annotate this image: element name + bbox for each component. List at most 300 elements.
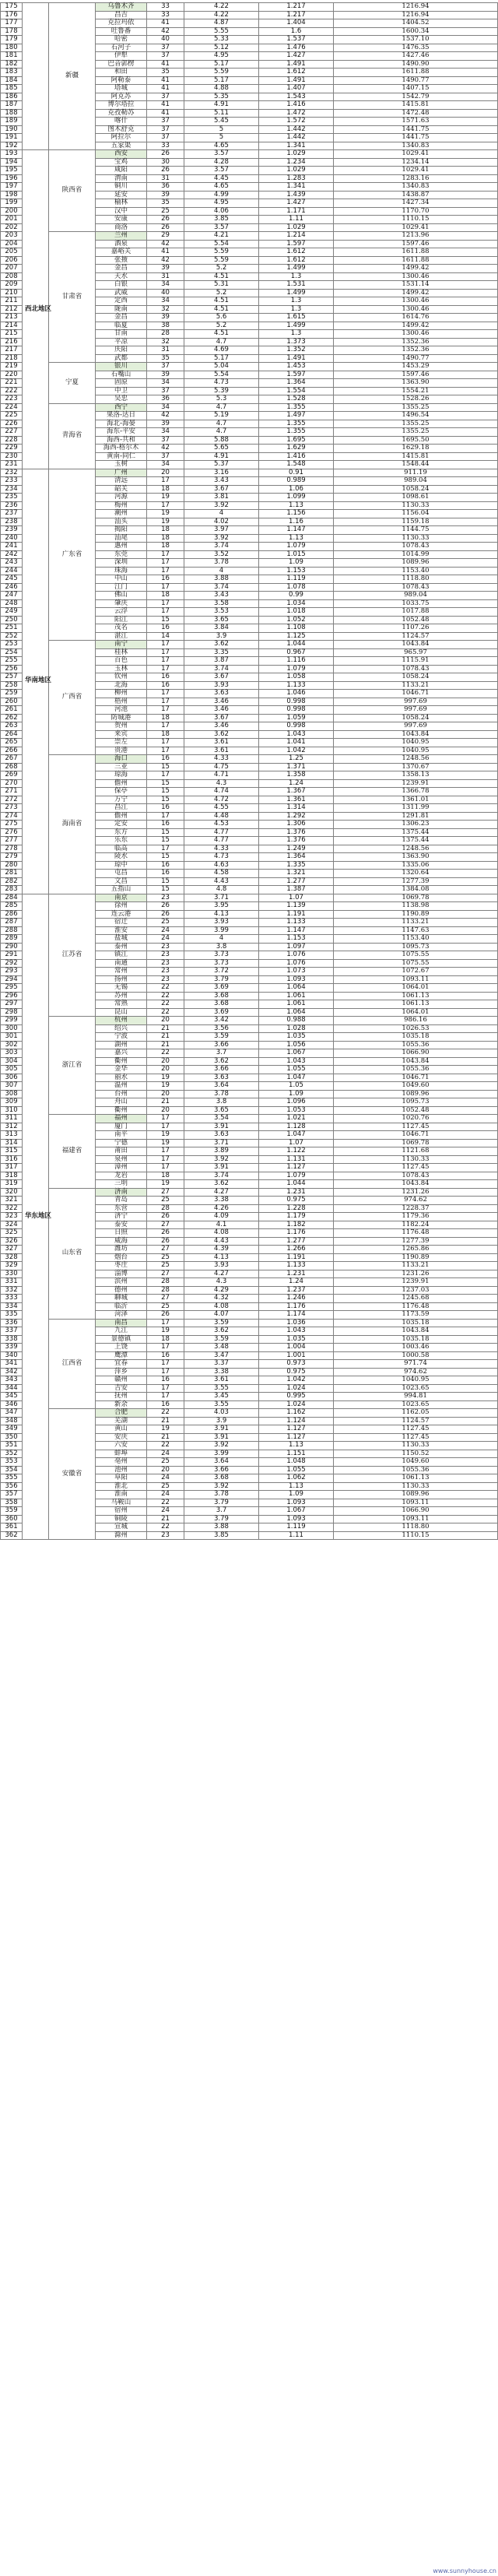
value-cell-1: 3.78 [184, 559, 259, 568]
value-cell-2: 1.139 [259, 902, 334, 911]
value-cell-1: 3.68 [184, 992, 259, 1000]
value-cell-1: 4.91 [184, 452, 259, 461]
row-number-cell: 254 [1, 648, 23, 657]
city-cell: 日照 [96, 1229, 147, 1238]
value-cell-3: 1499.42 [334, 265, 498, 273]
city-cell: 淮北 [96, 1482, 147, 1491]
value-cell-n: 31 [147, 174, 184, 183]
value-cell-2: 1.13 [259, 1442, 334, 1450]
value-cell-3: 1043.84 [334, 1057, 498, 1066]
value-cell-1: 4.65 [184, 142, 259, 150]
row-number-cell: 240 [1, 534, 23, 543]
row-number-cell: 211 [1, 297, 23, 306]
value-cell-3: 1133.21 [334, 1262, 498, 1270]
row-number-cell: 268 [1, 763, 23, 771]
value-cell-2: 1.127 [259, 1433, 334, 1442]
value-cell-2: 1.044 [259, 641, 334, 649]
value-cell-n: 19 [147, 518, 184, 526]
value-cell-2: 1.3 [259, 297, 334, 306]
value-cell-2: 1.528 [259, 395, 334, 404]
value-cell-2: 1.277 [259, 1237, 334, 1246]
value-cell-1: 3.55 [184, 1400, 259, 1409]
value-cell-n: 18 [147, 485, 184, 494]
row-number-cell: 327 [1, 1246, 23, 1254]
city-cell: 博尔塔拉 [96, 101, 147, 110]
value-cell-1: 3.68 [184, 1000, 259, 1009]
row-number-cell: 228 [1, 436, 23, 445]
row-number-cell: 359 [1, 1507, 23, 1516]
value-cell-n: 26 [147, 902, 184, 911]
city-cell: 福州 [96, 1115, 147, 1123]
value-cell-n: 22 [147, 1442, 184, 1450]
value-cell-2: 1.531 [259, 281, 334, 290]
value-cell-n: 17 [147, 477, 184, 486]
row-number-cell: 315 [1, 1147, 23, 1156]
value-cell-1: 3.87 [184, 657, 259, 666]
value-cell-3: 1384.08 [334, 886, 498, 894]
value-cell-n: 33 [147, 142, 184, 150]
value-cell-n: 17 [147, 501, 184, 510]
value-cell-1: 3.81 [184, 494, 259, 502]
value-cell-3: 1548.44 [334, 461, 498, 469]
value-cell-n: 19 [147, 1082, 184, 1091]
row-number-cell: 255 [1, 657, 23, 666]
value-cell-1: 3.64 [184, 1458, 259, 1467]
row-number-cell: 265 [1, 739, 23, 747]
value-cell-1: 3.69 [184, 984, 259, 993]
row-number-cell: 362 [1, 1531, 23, 1540]
value-cell-2: 1.191 [259, 1253, 334, 1262]
value-cell-n: 37 [147, 363, 184, 371]
value-cell-3: 1190.89 [334, 1253, 498, 1262]
row-number-cell: 253 [1, 641, 23, 649]
value-cell-3: 1043.84 [334, 1327, 498, 1336]
value-cell-n: 17 [147, 812, 184, 821]
value-cell-3: 1542.79 [334, 93, 498, 101]
value-cell-1: 3.62 [184, 1180, 259, 1189]
city-cell: 滨州 [96, 1278, 147, 1287]
city-cell: 河池 [96, 706, 147, 715]
value-cell-3: 1035.18 [334, 1033, 498, 1042]
value-cell-n: 16 [147, 821, 184, 829]
row-number-cell: 176 [1, 11, 23, 19]
value-cell-n: 31 [147, 272, 184, 281]
value-cell-1: 3.89 [184, 1147, 259, 1156]
value-cell-3: 1554.21 [334, 387, 498, 395]
value-cell-2: 1.093 [259, 1499, 334, 1507]
value-cell-3: 911.19 [334, 469, 498, 477]
value-cell-3: 1407.15 [334, 85, 498, 93]
city-cell: 保亭 [96, 788, 147, 796]
value-cell-2: 0.973 [259, 1360, 334, 1369]
row-number-cell: 348 [1, 1417, 23, 1425]
city-cell: 北海 [96, 681, 147, 690]
value-cell-3: 1176.48 [334, 1229, 498, 1238]
value-cell-2: 1.376 [259, 837, 334, 845]
value-cell-3: 1695.50 [334, 436, 498, 445]
value-cell-2: 1.16 [259, 518, 334, 526]
value-cell-2: 1.041 [259, 739, 334, 747]
value-cell-n: 18 [147, 534, 184, 543]
row-number-cell: 201 [1, 216, 23, 224]
value-cell-n: 34 [147, 297, 184, 306]
value-cell-2: 1.061 [259, 992, 334, 1000]
city-cell: 茂名 [96, 624, 147, 633]
value-cell-n: 37 [147, 387, 184, 395]
city-cell: 乌鲁木齐 [96, 3, 147, 12]
value-cell-1: 3.74 [184, 543, 259, 551]
value-cell-3: 1095.73 [334, 943, 498, 951]
value-cell-3: 1300.46 [334, 297, 498, 306]
value-cell-3: 971.74 [334, 1360, 498, 1369]
row-number-cell: 277 [1, 837, 23, 845]
value-cell-3: 1182.24 [334, 1221, 498, 1229]
value-cell-2: 1.266 [259, 1246, 334, 1254]
value-cell-n: 21 [147, 1024, 184, 1033]
value-cell-3: 974.62 [334, 1368, 498, 1376]
value-cell-1: 4.7 [184, 403, 259, 412]
value-cell-n: 15 [147, 779, 184, 788]
value-cell-2: 1.612 [259, 256, 334, 265]
value-cell-n: 41 [147, 248, 184, 257]
value-cell-2: 1.119 [259, 575, 334, 584]
city-cell: 无锡 [96, 984, 147, 993]
value-cell-2: 1.147 [259, 526, 334, 535]
city-cell: 江门 [96, 583, 147, 592]
row-number-cell: 329 [1, 1262, 23, 1270]
row-number-cell: 302 [1, 1041, 23, 1049]
value-cell-3: 1064.01 [334, 984, 498, 993]
value-cell-3: 1130.33 [334, 1442, 498, 1450]
value-cell-3: 1153.40 [334, 935, 498, 944]
value-cell-2: 1.151 [259, 1450, 334, 1458]
value-cell-2: 1.055 [259, 1466, 334, 1474]
province-cell: 甘肃省 [49, 232, 96, 363]
city-cell: 巴音郭楞 [96, 60, 147, 69]
value-cell-2: 1.067 [259, 1507, 334, 1516]
value-cell-2: 1.341 [259, 183, 334, 192]
row-number-cell: 260 [1, 698, 23, 706]
city-cell: 平凉 [96, 338, 147, 346]
row-number-cell: 314 [1, 1139, 23, 1147]
city-cell: 宣城 [96, 1523, 147, 1532]
value-cell-3: 1355.25 [334, 420, 498, 428]
city-cell: 南京 [96, 894, 147, 902]
city-cell: 连云港 [96, 910, 147, 919]
row-number-cell: 248 [1, 599, 23, 608]
value-cell-1: 4.29 [184, 1286, 259, 1295]
value-cell-3: 1078.43 [334, 665, 498, 673]
value-cell-1: 4 [184, 935, 259, 944]
value-cell-n: 22 [147, 1499, 184, 1507]
city-cell: 梧州 [96, 698, 147, 706]
value-cell-2: 1.537 [259, 36, 334, 44]
value-cell-1: 4.63 [184, 861, 259, 870]
row-number-cell: 182 [1, 60, 23, 69]
value-cell-2: 1.373 [259, 338, 334, 346]
value-cell-n: 16 [147, 1400, 184, 1409]
city-cell: 合肥 [96, 1409, 147, 1418]
value-cell-1: 5.31 [184, 281, 259, 290]
value-cell-2: 1.122 [259, 1147, 334, 1156]
value-cell-n: 22 [147, 1409, 184, 1418]
value-cell-1: 4.3 [184, 1278, 259, 1287]
value-cell-2: 1.13 [259, 534, 334, 543]
value-cell-3: 1291.81 [334, 812, 498, 821]
value-cell-1: 3.52 [184, 550, 259, 559]
value-cell-n: 17 [147, 1164, 184, 1172]
value-cell-n: 34 [147, 428, 184, 437]
value-cell-n: 27 [147, 1188, 184, 1197]
value-cell-3: 1127.45 [334, 1123, 498, 1131]
value-cell-2: 1.416 [259, 101, 334, 110]
value-cell-2: 1.442 [259, 134, 334, 142]
value-cell-n: 41 [147, 76, 184, 85]
value-cell-n: 21 [147, 1033, 184, 1042]
city-cell: 贵港 [96, 747, 147, 755]
row-number-cell: 278 [1, 845, 23, 853]
city-cell: 阜阳 [96, 1474, 147, 1483]
value-cell-3: 1130.33 [334, 1482, 498, 1491]
value-cell-2: 1.499 [259, 322, 334, 330]
row-number-cell: 259 [1, 690, 23, 698]
value-cell-3: 1490.77 [334, 76, 498, 85]
value-cell-3: 1064.01 [334, 1008, 498, 1017]
city-cell: 临夏 [96, 322, 147, 330]
value-cell-1: 4.03 [184, 1409, 259, 1418]
value-cell-1: 5.2 [184, 289, 259, 297]
city-cell: 文昌 [96, 877, 147, 886]
row-number-cell: 335 [1, 1311, 23, 1320]
value-cell-3: 1231.26 [334, 1270, 498, 1278]
value-cell-1: 3.91 [184, 1164, 259, 1172]
value-cell-1: 3.53 [184, 608, 259, 617]
row-number-cell: 203 [1, 232, 23, 241]
value-cell-3: 1499.42 [334, 322, 498, 330]
value-cell-2: 1.3 [259, 330, 334, 339]
row-number-cell: 361 [1, 1523, 23, 1532]
city-cell: 昌吉 [96, 11, 147, 19]
value-cell-1: 3.8 [184, 1098, 259, 1107]
value-cell-2: 0.998 [259, 722, 334, 731]
value-cell-3: 1066.90 [334, 1507, 498, 1516]
value-cell-1: 3.71 [184, 894, 259, 902]
value-cell-2: 1.079 [259, 1172, 334, 1180]
value-cell-n: 39 [147, 420, 184, 428]
value-cell-2: 1.024 [259, 1384, 334, 1393]
value-cell-1: 4.99 [184, 191, 259, 199]
value-cell-1: 3.93 [184, 919, 259, 927]
value-cell-3: 1058.24 [334, 714, 498, 722]
city-cell: 吴忠 [96, 395, 147, 404]
value-cell-2: 0.998 [259, 706, 334, 715]
value-cell-3: 1176.48 [334, 1302, 498, 1311]
value-cell-2: 1.491 [259, 76, 334, 85]
value-cell-3: 1072.67 [334, 968, 498, 976]
value-cell-2: 1.358 [259, 771, 334, 780]
row-number-cell: 269 [1, 771, 23, 780]
value-cell-3: 1095.73 [334, 1098, 498, 1107]
value-cell-2: 1.179 [259, 1213, 334, 1221]
value-cell-1: 3.62 [184, 1057, 259, 1066]
value-cell-2: 1.153 [259, 935, 334, 944]
value-cell-3: 1156.04 [334, 510, 498, 518]
value-cell-3: 1441.75 [334, 134, 498, 142]
value-cell-2: 1.234 [259, 158, 334, 167]
value-cell-n: 24 [147, 1474, 184, 1483]
value-cell-1: 5.2 [184, 265, 259, 273]
value-cell-3: 1472.48 [334, 109, 498, 118]
value-cell-2: 1.024 [259, 1400, 334, 1409]
table-row [1, 150, 498, 159]
city-cell: 扬州 [96, 975, 147, 984]
city-cell: 兰州 [96, 232, 147, 241]
row-number-cell: 229 [1, 445, 23, 453]
value-cell-2: 1.035 [259, 1335, 334, 1344]
value-cell-1: 4.58 [184, 870, 259, 878]
row-number-cell: 290 [1, 943, 23, 951]
value-cell-n: 20 [147, 1066, 184, 1074]
value-cell-2: 1.093 [259, 1515, 334, 1523]
value-cell-3: 1352.36 [334, 338, 498, 346]
value-cell-1: 3.8 [184, 943, 259, 951]
value-cell-3: 1496.54 [334, 412, 498, 420]
value-cell-1: 3.67 [184, 673, 259, 682]
province-cell: 安徽省 [49, 1409, 96, 1540]
value-cell-2: 1.127 [259, 1164, 334, 1172]
row-number-cell: 343 [1, 1376, 23, 1385]
row-number-cell: 347 [1, 1409, 23, 1418]
row-number-cell: 282 [1, 877, 23, 886]
table-row [1, 1409, 498, 1418]
value-cell-2: 1.128 [259, 1123, 334, 1131]
value-cell-2: 1.543 [259, 93, 334, 101]
value-cell-2: 1.249 [259, 845, 334, 853]
value-cell-n: 16 [147, 681, 184, 690]
row-number-cell: 246 [1, 583, 23, 592]
value-cell-3: 1355.25 [334, 403, 498, 412]
value-cell-2: 1.11 [259, 1531, 334, 1540]
row-number-cell: 218 [1, 354, 23, 363]
value-cell-3: 1415.81 [334, 101, 498, 110]
value-cell-n: 22 [147, 992, 184, 1000]
value-cell-1: 3.92 [184, 1482, 259, 1491]
city-cell: 济宁 [96, 1213, 147, 1221]
row-number-cell: 193 [1, 150, 23, 159]
value-cell-3: 989.04 [334, 592, 498, 600]
city-cell: 烟台 [96, 1253, 147, 1262]
value-cell-3: 1237.03 [334, 1286, 498, 1295]
value-cell-2: 1.25 [259, 755, 334, 764]
city-cell: 泰安 [96, 1221, 147, 1229]
city-cell: 常州 [96, 968, 147, 976]
value-cell-2: 1.355 [259, 428, 334, 437]
value-cell-1: 5.55 [184, 27, 259, 36]
value-cell-2: 1.059 [259, 714, 334, 722]
value-cell-n: 17 [147, 1319, 184, 1327]
value-cell-2: 1.015 [259, 550, 334, 559]
value-cell-1: 4.32 [184, 1295, 259, 1303]
value-cell-1: 3.74 [184, 583, 259, 592]
row-number-cell: 304 [1, 1057, 23, 1066]
city-cell: 五指山 [96, 886, 147, 894]
value-cell-1: 3.45 [184, 1393, 259, 1401]
value-cell-2: 1.036 [259, 1319, 334, 1327]
city-cell: 南平 [96, 1131, 147, 1140]
row-number-cell: 274 [1, 812, 23, 821]
row-number-cell: 317 [1, 1164, 23, 1172]
value-cell-3: 1366.78 [334, 788, 498, 796]
value-cell-1: 3.63 [184, 1131, 259, 1140]
value-cell-2: 1.367 [259, 788, 334, 796]
value-cell-n: 17 [147, 608, 184, 617]
row-number-cell: 333 [1, 1295, 23, 1303]
city-cell: 酒泉 [96, 240, 147, 248]
row-number-cell: 340 [1, 1351, 23, 1360]
row-number-cell: 261 [1, 706, 23, 715]
value-cell-2: 1.3 [259, 272, 334, 281]
value-cell-2: 1.554 [259, 387, 334, 395]
value-cell-n: 42 [147, 256, 184, 265]
value-cell-n: 17 [147, 641, 184, 649]
value-cell-n: 17 [147, 665, 184, 673]
value-cell-2: 1.371 [259, 763, 334, 771]
value-cell-2: 1.062 [259, 1474, 334, 1483]
value-cell-2: 1.021 [259, 1115, 334, 1123]
value-cell-1: 3.7 [184, 1507, 259, 1516]
value-cell-n: 26 [147, 223, 184, 232]
value-cell-n: 26 [147, 1311, 184, 1320]
value-cell-n: 42 [147, 240, 184, 248]
row-number-cell: 312 [1, 1123, 23, 1131]
value-cell-1: 3.55 [184, 1384, 259, 1393]
value-cell-3: 1138.98 [334, 902, 498, 911]
city-cell: 广州 [96, 469, 147, 477]
value-cell-3: 1300.46 [334, 272, 498, 281]
value-cell-2: 1.427 [259, 52, 334, 61]
value-cell-n: 28 [147, 330, 184, 339]
value-cell-1: 3.69 [184, 1008, 259, 1017]
value-cell-1: 5.33 [184, 36, 259, 44]
value-cell-2: 1.042 [259, 1376, 334, 1385]
value-cell-3: 1127.45 [334, 1164, 498, 1172]
value-cell-1: 4.51 [184, 330, 259, 339]
city-cell: 万宁 [96, 796, 147, 804]
value-cell-n: 28 [147, 1278, 184, 1287]
table-row [1, 403, 498, 412]
row-number-cell: 232 [1, 469, 23, 477]
value-cell-3: 1245.68 [334, 1295, 498, 1303]
value-cell-3: 1355.25 [334, 428, 498, 437]
value-cell-n: 35 [147, 69, 184, 77]
row-number-cell: 338 [1, 1335, 23, 1344]
city-cell: 安庆 [96, 1433, 147, 1442]
city-cell: 清远 [96, 477, 147, 486]
city-cell: 琼海 [96, 771, 147, 780]
value-cell-1: 4.87 [184, 19, 259, 28]
value-cell-3: 1061.13 [334, 1474, 498, 1483]
value-cell-1: 3.91 [184, 1425, 259, 1434]
value-cell-1: 3.73 [184, 959, 259, 968]
value-cell-2: 1.09 [259, 1491, 334, 1499]
value-cell-n: 41 [147, 109, 184, 118]
value-cell-n: 34 [147, 281, 184, 290]
data-table [0, 2, 498, 1540]
row-number-cell: 339 [1, 1344, 23, 1352]
value-cell-n: 20 [147, 469, 184, 477]
value-cell-n: 16 [147, 755, 184, 764]
row-number-cell: 183 [1, 69, 23, 77]
